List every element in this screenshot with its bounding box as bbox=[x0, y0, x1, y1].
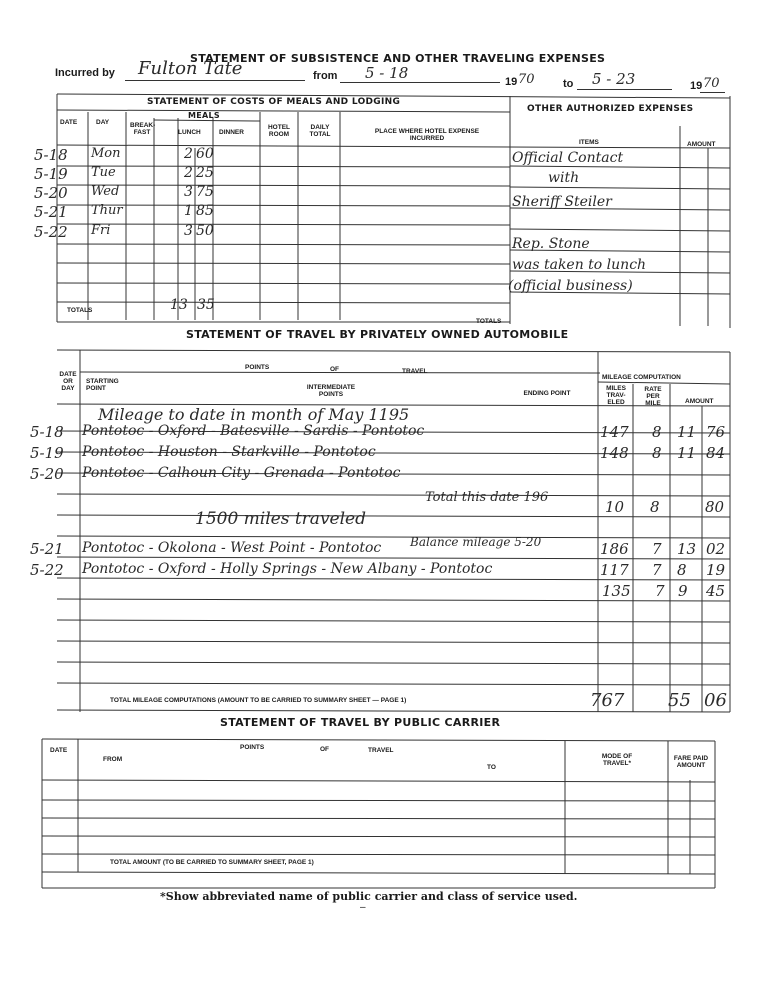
auto-row-dollars: 11 bbox=[677, 444, 697, 462]
mileage-note-total: Total this date 196 bbox=[425, 490, 549, 505]
auto-row-date: 5-22 bbox=[30, 561, 64, 579]
auto-row-route: Pontotoc - Okolona - West Point - Pontotoc bbox=[82, 540, 382, 556]
carrier-col-to: TO bbox=[487, 764, 496, 771]
auto-row-date: 5-19 bbox=[30, 444, 64, 462]
meal-row-lunch-cents: 25 bbox=[196, 165, 214, 181]
auto-col-amount: AMOUNT bbox=[685, 398, 714, 405]
carrier-col-mode: MODE OF TRAVEL* bbox=[601, 753, 633, 767]
items-note: was taken to lunch bbox=[512, 257, 647, 273]
items-note: (official business) bbox=[508, 278, 633, 294]
meal-row-lunch-dollars: 2 bbox=[184, 165, 193, 181]
auto-col-mileage: MILEAGE COMPUTATION bbox=[602, 374, 681, 381]
items-note: Rep. Stone bbox=[512, 236, 590, 252]
auto-row-route: Pontotoc - Houston - Starkville - Pontotoc bbox=[82, 444, 376, 460]
auto-col-travel: TRAVEL bbox=[402, 368, 428, 375]
meal-row-day: Mon bbox=[91, 146, 121, 161]
items-note: Sheriff Steiler bbox=[512, 194, 612, 210]
meal-row-date: 5-20 bbox=[34, 184, 68, 202]
meal-row-date: 5-18 bbox=[34, 146, 68, 164]
auto-section-title: STATEMENT OF TRAVEL BY PRIVATELY OWNED AUTOMOBILE bbox=[186, 328, 569, 341]
auto-row-cents: 76 bbox=[706, 423, 726, 441]
auto-col-starting: STARTING POINT bbox=[86, 378, 119, 392]
last-dollars: 9 bbox=[678, 582, 688, 600]
year1: 70 bbox=[518, 72, 535, 87]
footnote: *Show abbreviated name of public carrier and class of service used. bbox=[160, 890, 578, 903]
auto-col-date: DATE OR DAY bbox=[59, 371, 77, 392]
year2-prefix: 19 bbox=[690, 80, 703, 92]
extra-rate: 8 bbox=[650, 498, 660, 516]
col-lunch: LUNCH bbox=[178, 129, 201, 136]
meal-row-date: 5-21 bbox=[34, 203, 68, 221]
auto-row-route: Pontotoc - Calhoun City - Grenada - Pontotoc bbox=[82, 465, 401, 481]
meal-row-lunch-dollars: 1 bbox=[184, 203, 193, 219]
col-daily-total: DAILY TOTAL bbox=[309, 124, 331, 138]
col-items: ITEMS bbox=[579, 139, 599, 146]
meal-row-lunch-cents: 60 bbox=[196, 146, 214, 162]
auto-row-dollars: 13 bbox=[677, 540, 697, 558]
meal-row-lunch-cents: 85 bbox=[196, 203, 214, 219]
totals-right-label: TOTALS bbox=[476, 318, 502, 325]
extra-miles: 10 bbox=[605, 498, 625, 516]
meal-row-day: Fri bbox=[91, 223, 111, 238]
meals-section-title: STATEMENT OF COSTS OF MEALS AND LODGING bbox=[147, 97, 401, 107]
auto-row-miles: 147 bbox=[600, 423, 629, 441]
col-breakfast: BREAK-FAST bbox=[130, 122, 156, 136]
col-place: PLACE WHERE HOTEL EXPENSE INCURRED bbox=[374, 128, 480, 142]
auto-row-rate: 7 bbox=[652, 540, 662, 558]
auto-row-dollars: 8 bbox=[677, 561, 687, 579]
auto-row-dollars: 11 bbox=[677, 423, 697, 441]
last-cents: 45 bbox=[706, 582, 726, 600]
auto-row-miles: 148 bbox=[600, 444, 629, 462]
items-note: with bbox=[548, 170, 580, 186]
total-lunch-cents: 35 bbox=[197, 297, 215, 313]
meal-row-lunch-dollars: 3 bbox=[184, 223, 193, 239]
col-meals: MEALS bbox=[188, 111, 220, 120]
col-date: DATE bbox=[60, 119, 78, 126]
from-label: from bbox=[313, 70, 338, 82]
mileage-note-top: Mileage to date in month of May 1195 bbox=[98, 405, 410, 424]
auto-col-intermediate: INTERMEDIATE POINTS bbox=[306, 384, 356, 398]
meal-row-day: Tue bbox=[91, 165, 116, 180]
extra-cents: 80 bbox=[705, 498, 725, 516]
incurred-by-name: Fulton Tate bbox=[138, 58, 243, 79]
from-date: 5 - 18 bbox=[365, 64, 409, 82]
carrier-col-date: DATE bbox=[50, 747, 68, 754]
carrier-col-fare: FARE PAID AMOUNT bbox=[673, 755, 709, 769]
meal-row-lunch-dollars: 3 bbox=[184, 184, 193, 200]
auto-col-miles: MILES TRAV-ELED bbox=[606, 385, 626, 406]
col-day: DAY bbox=[96, 119, 110, 126]
auto-row-cents: 84 bbox=[706, 444, 726, 462]
year2: 70 bbox=[703, 76, 720, 91]
auto-row-date: 5-18 bbox=[30, 423, 64, 441]
carrier-section-title: STATEMENT OF TRAVEL BY PUBLIC CARRIER bbox=[220, 716, 501, 729]
col-amount: AMOUNT bbox=[687, 141, 716, 148]
auto-col-rate: RATE PER MILE bbox=[644, 386, 662, 407]
auto-row-miles: 117 bbox=[600, 561, 629, 579]
auto-col-points: POINTS bbox=[245, 364, 270, 371]
carrier-col-from: FROM bbox=[103, 756, 123, 763]
carrier-col-points: POINTS bbox=[240, 744, 265, 751]
auto-col-ending: ENDING POINT bbox=[523, 390, 571, 397]
totals-label: TOTALS bbox=[67, 307, 93, 314]
carrier-total-label: TOTAL AMOUNT (TO BE CARRIED TO SUMMARY SHEET, PAGE 1) bbox=[110, 859, 314, 866]
meal-row-day: Thur bbox=[91, 203, 123, 218]
auto-row-cents: 19 bbox=[706, 561, 726, 579]
carrier-col-of: OF bbox=[320, 746, 330, 753]
col-dinner: DINNER bbox=[219, 129, 244, 136]
total-amount-dollars: 55 bbox=[668, 690, 691, 711]
carrier-col-travel: TRAVEL bbox=[368, 747, 394, 754]
meal-row-lunch-dollars: 2 bbox=[184, 146, 193, 162]
incurred-by-label: Incurred by bbox=[55, 67, 115, 79]
mileage-note-1500: 1500 miles traveled bbox=[195, 509, 366, 529]
to-date: 5 - 23 bbox=[592, 70, 636, 88]
auto-row-date: 5-20 bbox=[30, 465, 64, 483]
auto-row-miles: 186 bbox=[600, 540, 629, 558]
meal-row-date: 5-22 bbox=[34, 223, 68, 241]
year1-prefix: 19 bbox=[505, 76, 518, 88]
total-mileage-label: TOTAL MILEAGE COMPUTATIONS (AMOUNT TO BE CARRIED TO SUMMARY SHEET — PAGE 1) bbox=[110, 697, 407, 704]
auto-row-rate: 7 bbox=[652, 561, 662, 579]
last-miles: 135 bbox=[602, 582, 631, 600]
auto-row-date: 5-21 bbox=[30, 540, 64, 558]
meal-row-lunch-cents: 50 bbox=[196, 223, 214, 239]
to-label: to bbox=[563, 78, 574, 90]
meal-row-lunch-cents: 75 bbox=[196, 184, 214, 200]
total-amount-cents: 06 bbox=[704, 690, 727, 711]
auto-row-route: Pontotoc - Oxford - Holly Springs - New Albany - Pontotoc bbox=[82, 561, 493, 577]
bottom-mark: – bbox=[360, 902, 366, 913]
form-title: STATEMENT OF SUBSISTENCE AND OTHER TRAVELING EXPENSES bbox=[190, 52, 606, 65]
total-lunch-dollars: 13 bbox=[170, 297, 188, 313]
auto-row-cents: 02 bbox=[706, 540, 726, 558]
last-rate: 7 bbox=[655, 582, 665, 600]
col-hotel-room: HOTEL ROOM bbox=[267, 124, 291, 138]
auto-row-rate: 8 bbox=[652, 423, 662, 441]
auto-row-rate: 8 bbox=[652, 444, 662, 462]
total-miles: 767 bbox=[590, 690, 625, 711]
auto-row-route: Pontotoc - Oxford - Batesville - Sardis - Pontotoc bbox=[82, 423, 425, 439]
meal-row-date: 5-19 bbox=[34, 165, 68, 183]
items-note: Official Contact bbox=[512, 150, 624, 166]
meal-row-day: Wed bbox=[91, 184, 120, 199]
auto-col-of: OF bbox=[330, 366, 340, 373]
other-expenses-title: OTHER AUTHORIZED EXPENSES bbox=[527, 104, 694, 114]
mileage-note-balance: Balance mileage 5-20 bbox=[410, 535, 542, 549]
